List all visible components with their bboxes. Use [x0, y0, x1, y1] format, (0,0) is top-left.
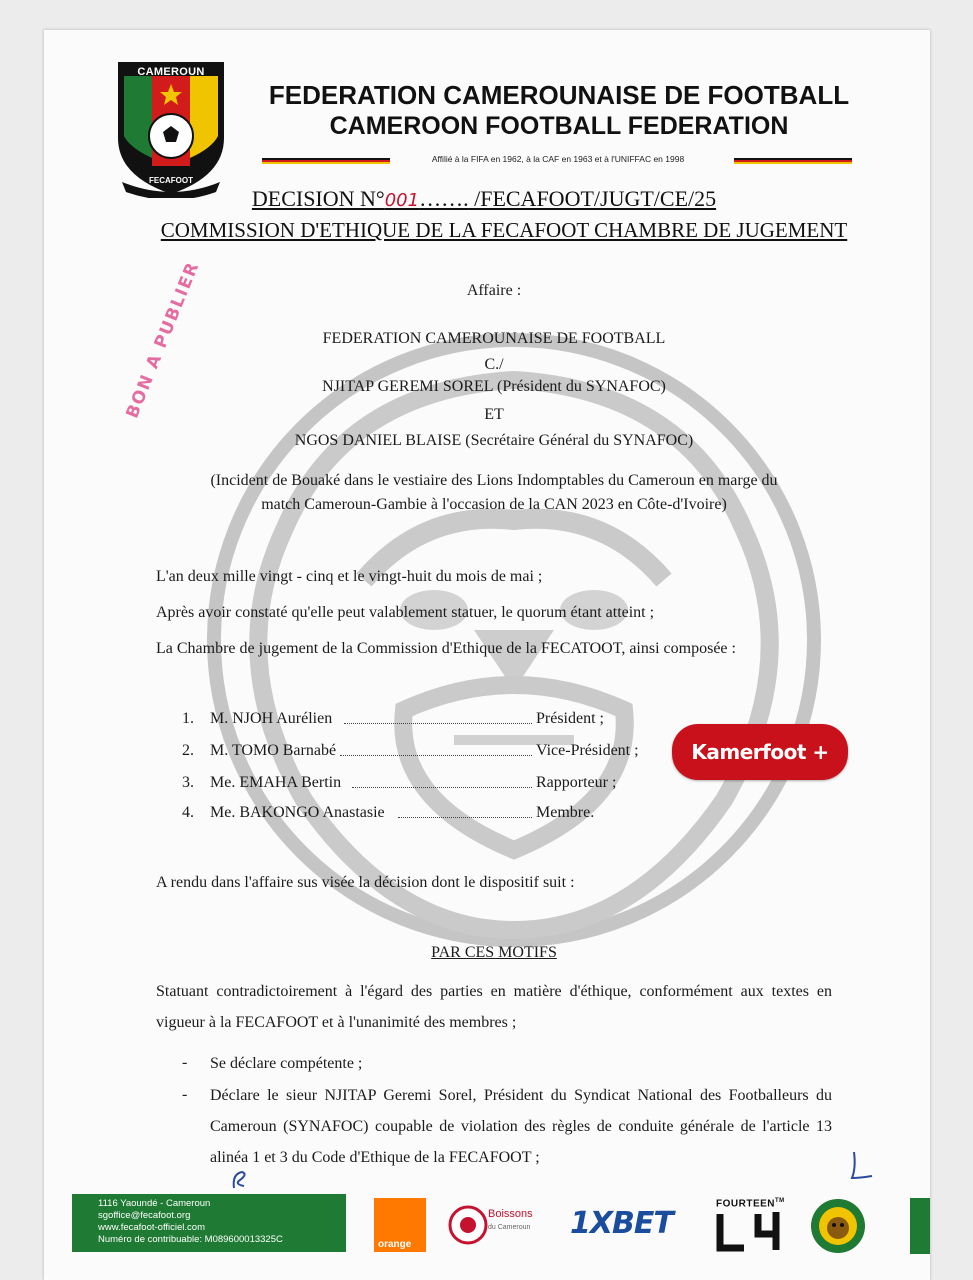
statuant-paragraph: Statuant contradictoirement à l'égard des parties en matière d'éthique, conformément aux textes en vigueur à la FECAFOOT et à l'unanimité des membres ;: [156, 983, 832, 1031]
and-label: ET: [484, 406, 504, 423]
federation-title-fr: FEDERATION CAMEROUNAISE DE FOOTBALL: [268, 80, 850, 110]
crest-federation-label: FECAFOOT: [149, 176, 193, 185]
flag-stripe-left: [262, 158, 390, 164]
document-page: [44, 30, 930, 1280]
affaire-label: Affaire :: [466, 282, 522, 299]
flag-stripe-right: [734, 158, 852, 164]
contact-footer: [72, 1194, 346, 1252]
email-line: sgoffice@fecafoot.org: [98, 1210, 191, 1221]
list-item: 3. Me. EMAHA Bertin Rapporteur ;: [182, 774, 617, 791]
incident-line-1: (Incident de Bouaké dans le vestiaire des Lions Indomptables du Cameroun en marge du: [210, 472, 778, 489]
incident-line-2: match Cameroun-Gambie à l'occasion de la CAN 2023 en Côte-d'Ivoire): [261, 496, 727, 513]
list-item: 4. Me. BAKONGO Anastasie Membre.: [182, 804, 595, 821]
list-item: 2. M. TOMO Barnabé Vice-Président ;: [182, 742, 639, 759]
chamber-line: La Chambre de jugement de la Commission d'Ethique de la FECATOOT, ainsi composée :: [156, 640, 736, 657]
crest-country-label: CAMEROUN: [137, 66, 205, 78]
party-njitap: NJITAP GEREMI SOREL (Président du SYNAFOC): [322, 378, 666, 395]
boissons-sponsor-label: Boissons du Cameroun: [488, 1208, 533, 1231]
bullet-culpability: Déclare le sieur NJITAP Geremi Sorel, Président du Syndicat National des Footballeurs du Cameroun (SYNAFOC) coupable de violation des règles de conduite générale de l'article 13 alinéa 1 et 3 du Code d'Ethique de la FECAFOOT ;: [210, 1087, 832, 1166]
affiliation-line: Affilié à la FIFA en 1962, à la CAF en 1963 et à l'UNIFFAC en 1998: [431, 154, 685, 164]
lion-badge-icon: [810, 1198, 866, 1254]
party-ngos: NGOS DANIEL BLAISE (Secrétaire Général du SYNAFOC): [294, 432, 694, 449]
party-federation: FEDERATION CAMEROUNAISE DE FOOTBALL: [322, 330, 666, 347]
list-item: 1. M. NJOH Aurélien Président ;: [182, 710, 604, 727]
address-line: 1116 Yaoundé - Cameroun: [98, 1198, 211, 1209]
initial-mark-left-icon: [228, 1166, 256, 1192]
fourteen-sponsor-icon: [714, 1198, 790, 1254]
initial-mark-right-icon: [844, 1148, 878, 1184]
publish-stamp: BON A PUBLIER: [122, 258, 204, 422]
federation-title-en: CAMEROON FOOTBALL FEDERATION: [329, 112, 789, 140]
versus-label: C./: [484, 356, 504, 373]
decision-number: DECISION N°001……. /FECAFOOT/JUGT/CE/25: [251, 186, 717, 211]
date-line: L'an deux mille vingt - cinq et le vingt-huit du mois de mai ;: [156, 568, 543, 585]
website-line: www.fecafoot-officiel.com: [98, 1222, 206, 1233]
bullet-competence: Se déclare compétente ;: [210, 1055, 363, 1072]
motifs-heading: PAR CES MOTIFS: [431, 944, 557, 961]
kamerfoot-badge: Kamerfoot +: [672, 724, 848, 780]
rendered-line: A rendu dans l'affaire sus visée la décision dont le dispositif suit :: [156, 874, 575, 891]
bullet-marker: -: [182, 1054, 188, 1071]
orange-sponsor-logo: orange: [374, 1198, 426, 1252]
taxpayer-line: Numéro de contribuable: M089600013325C: [98, 1234, 283, 1245]
bullet-marker: -: [182, 1086, 188, 1103]
fourteen-sponsor-label: FOURTEEN™: [716, 1198, 785, 1210]
green-edge-bar: [910, 1198, 930, 1254]
commission-title: COMMISSION D'ETHIQUE DE LA FECAFOOT CHAMBRE DE JUGEMENT: [160, 218, 848, 242]
xbet-sponsor-logo: 1XBET: [570, 1206, 673, 1241]
handwritten-number: 001: [384, 190, 420, 211]
quorum-line: Après avoir constaté qu'elle peut valablement statuer, le quorum étant atteint ;: [156, 604, 655, 621]
